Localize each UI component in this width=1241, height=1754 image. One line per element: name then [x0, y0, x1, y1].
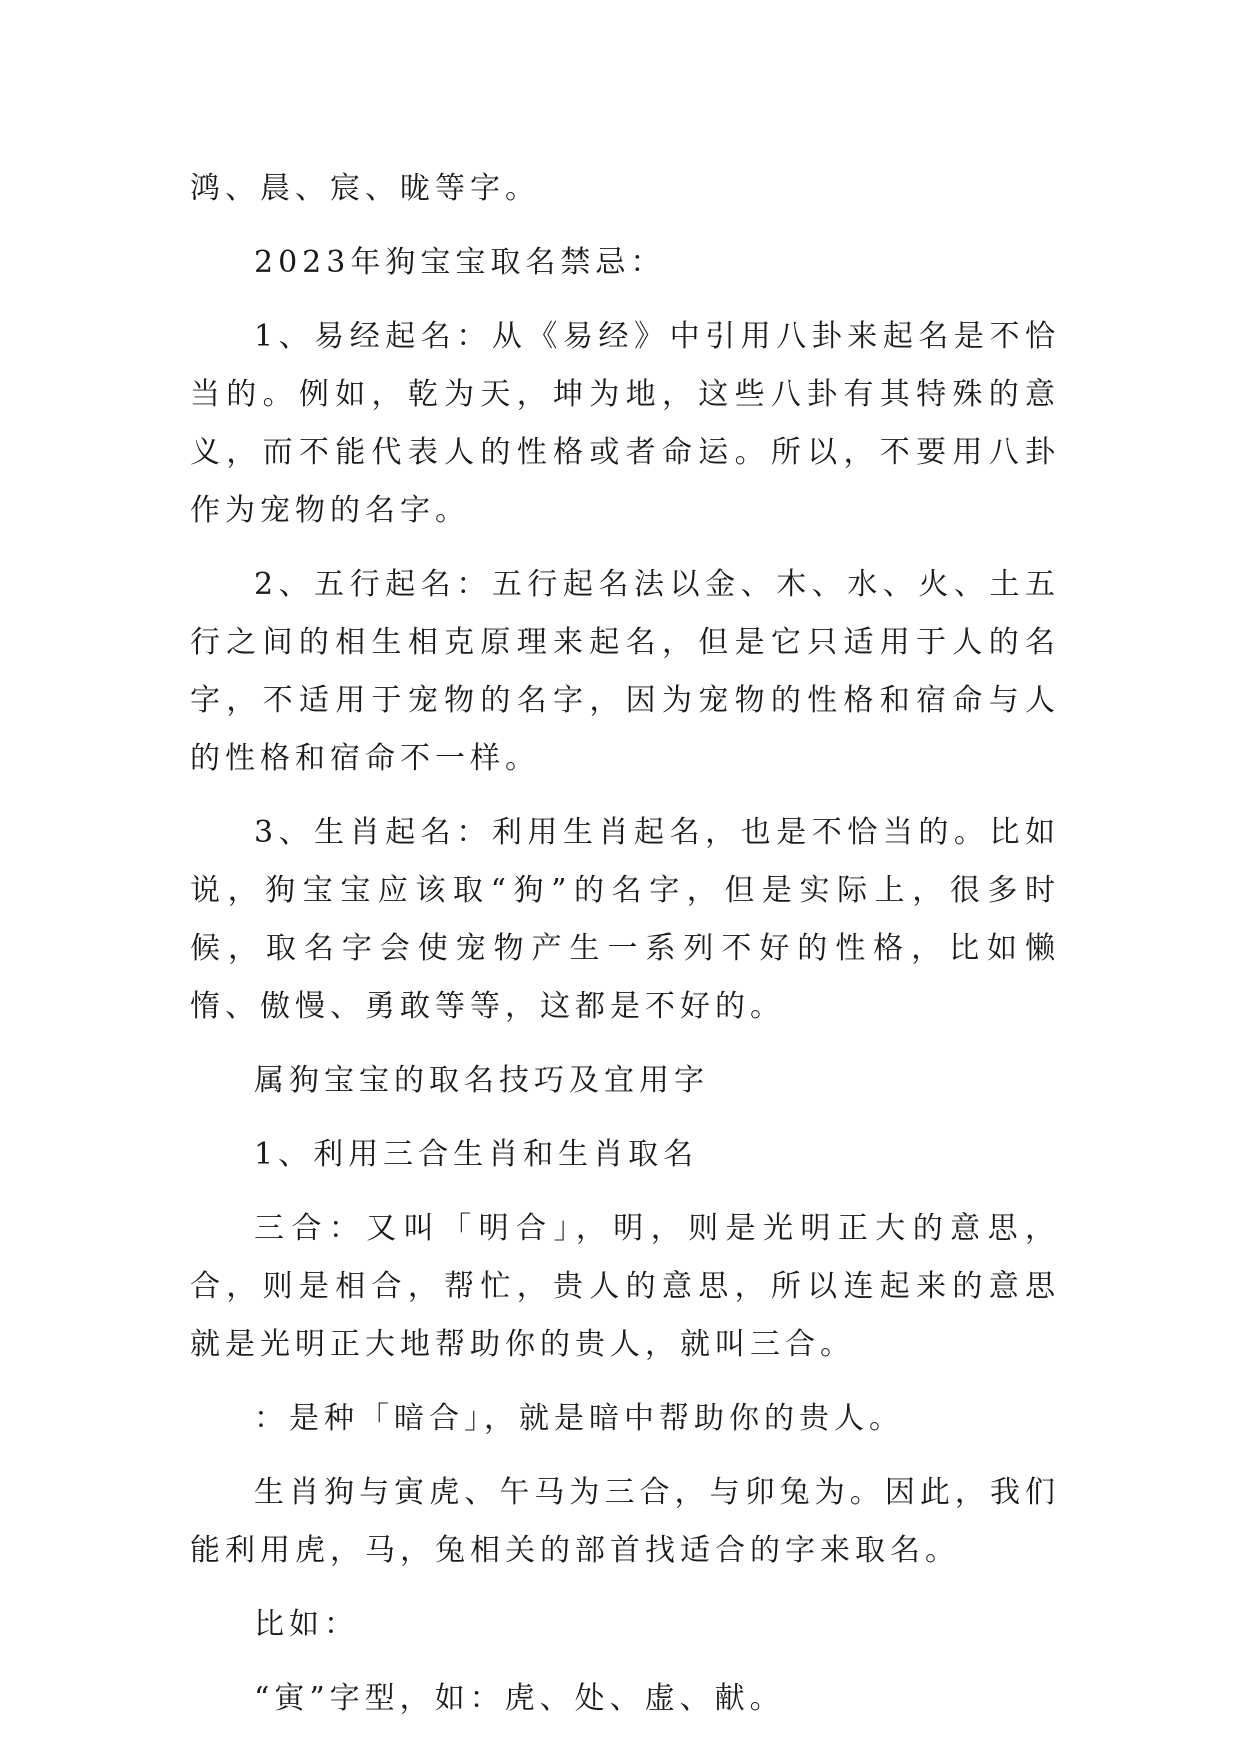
section-heading: 2023年狗宝宝取名禁忌： [254, 245, 666, 280]
paragraph: 生肖狗与寅虎、午马为三合，与卯兔为。因此，我们能利用虎，马，兔相关的部首找适合的字来取名。 [190, 1475, 1060, 1568]
section-heading: 属狗宝宝的取名技巧及宜用字 [254, 1063, 709, 1098]
document-body [190, 160, 1060, 1744]
paragraph: “寅”字型，如：虎、处、虚、献。 [254, 1681, 785, 1716]
paragraph: 鸿、晨、宸、昽等字。 [190, 171, 540, 206]
paragraph: 1、易经起名：从《易经》中引用八卦来起名是不恰当的。例如，乾为天，坤为地，这些八卦有其特殊的意义，而不能代表人的性格或者命运。所以，不要用八卦作为宠物的名字。 [190, 319, 1060, 528]
paragraph: 2、五行起名：五行起名法以金、木、水、火、土五行之间的相生相克原理来起名，但是它只适用于人的名字，不适用于宠物的名字，因为宠物的性格和宿命与人的性格和宿命不一样。 [190, 567, 1060, 776]
paragraph: ：是种「暗合」，就是暗中帮助你的贵人。 [254, 1401, 904, 1436]
paragraph: 三合：又叫「明合」，明，则是光明正大的意思，合，则是相合，帮忙，贵人的意思，所以连起来的意思就是光明正大地帮助你的贵人，就叫三合。 [190, 1211, 1060, 1362]
paragraph: 比如： [254, 1607, 359, 1642]
subheading: 1、利用三合生肖和生肖取名 [254, 1137, 699, 1172]
paragraph: 3、生肖起名：利用生肖起名，也是不恰当的。比如说，狗宝宝应该取“狗”的名字，但是实际上，很多时候，取名字会使宠物产生一系列不好的性格，比如懒惰、傲慢、勇敢等等，这都是不好的。 [190, 815, 1060, 1024]
